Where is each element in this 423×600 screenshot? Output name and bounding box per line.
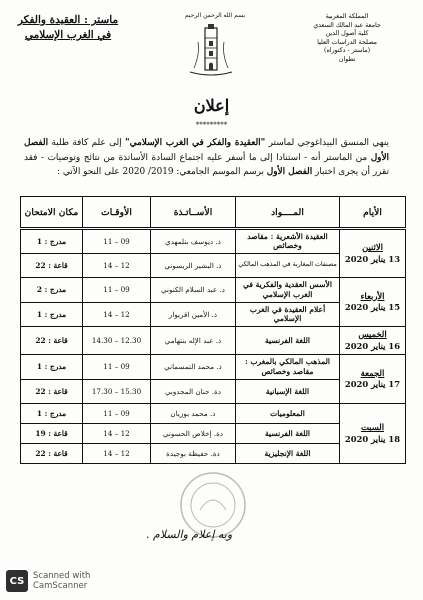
- column-header-days: الأيام: [340, 197, 406, 229]
- paragraph-text: برسم الموسم الجامعي: 2019/ 2020 على النحو الآتي :: [57, 167, 267, 178]
- time-cell: 14.30 – 12.30: [83, 327, 151, 355]
- time-cell: 14 – 12: [83, 253, 151, 278]
- table-row: [21, 404, 406, 424]
- subject-cell: العقيدة الأشعرية : مقاصد وخصائص: [236, 229, 340, 254]
- subject-cell: اللغة الفرنسية: [236, 327, 340, 355]
- time-cell: 11 – 09: [83, 229, 151, 254]
- table-header-row: [21, 197, 406, 229]
- day-cell: [340, 404, 406, 464]
- university-logo-icon: [186, 24, 236, 78]
- day-date: 16 يناير 2020: [344, 340, 401, 351]
- camscanner-text: [33, 571, 90, 592]
- day-cell: [340, 327, 406, 355]
- time-cell: 11 – 09: [83, 355, 151, 380]
- place-cell: قاعة : 22: [21, 253, 83, 278]
- place-cell: قاعة : 19: [21, 424, 83, 444]
- subject-cell: المذهب المالكي بالمغرب : مقاصد وخصائص: [236, 355, 340, 380]
- master-title: [12, 13, 124, 43]
- camscanner-watermark: [6, 570, 90, 592]
- announcement-title: إعلان: [193, 96, 230, 115]
- paragraph-text: ينهي المنسق البيداغوجي لماستر: [265, 138, 390, 148]
- subject-cell: المعلوميات: [236, 404, 340, 424]
- day-name: السبت: [360, 422, 385, 432]
- day-name: الأربعاء: [360, 290, 385, 301]
- header-line: المملكة المغربية: [325, 13, 369, 20]
- subject-cell: اللغة الإنجليزية: [236, 444, 340, 464]
- exam-schedule-table: [20, 196, 406, 464]
- place-cell: مدرج : 2: [21, 278, 83, 303]
- time-cell: 11 – 09: [83, 404, 151, 424]
- day-name: الاثنين: [362, 242, 383, 252]
- professor-cell: دة. حنان المجدوبي: [151, 379, 236, 404]
- day-cell: [340, 278, 406, 327]
- professor-cell: ذ. محمد بوزيان: [151, 404, 236, 424]
- subject-cell: الأسس العقدية والفكرية في الغرب الإسلامي: [236, 278, 340, 303]
- time-cell: 14 – 12: [83, 424, 151, 444]
- master-title-line: ماستر : العقيدة والفكر: [17, 14, 119, 26]
- day-date: 18 يناير 2020: [344, 433, 401, 444]
- semester-name: الفصل الأول: [24, 138, 389, 163]
- table-row: [21, 355, 406, 380]
- place-cell: مدرج : 1: [21, 404, 83, 424]
- closing-line: وبه إعلام والسلام .: [146, 528, 233, 541]
- professor-cell: دة. حفيظة بوجيدة: [151, 444, 236, 464]
- day-date: 17 يناير 2020: [344, 379, 401, 389]
- professor-cell: ذ. البشير الريسوني: [151, 253, 236, 278]
- header-line: (ماستر - دكتوراه): [323, 47, 371, 55]
- header-line: كلية أصول الدين: [325, 30, 369, 38]
- header-line: جامعة عبد المالك السعدي: [313, 21, 381, 29]
- time-cell: 17.30 – 15.30: [83, 379, 151, 404]
- table-row: [21, 278, 406, 303]
- place-cell: مدرج : 1: [21, 355, 83, 380]
- day-cell: [340, 355, 406, 404]
- institution-header: [297, 13, 397, 65]
- time-cell: 11 – 09: [83, 278, 151, 303]
- table-row: [21, 229, 406, 254]
- day-cell: [340, 229, 406, 278]
- subject-cell: اللغة الفرنسية: [236, 424, 340, 444]
- time-cell: 14 – 12: [83, 444, 151, 464]
- subject-cell: اللغة الإسبانية: [236, 379, 340, 404]
- column-header-subjects: المــــواد: [236, 197, 340, 229]
- paragraph-text: إلى علم كافة طلبة: [48, 138, 126, 148]
- place-cell: قاعة : 22: [21, 444, 83, 464]
- camscanner-line: Scanned with: [33, 570, 91, 581]
- subject-cell: أعلام العقيدة في الغرب الإسلامي: [236, 302, 340, 327]
- column-header-place: مكان الامتحان: [21, 197, 83, 229]
- subject-cell: مصنفات المغاربة في المذهب المالكي: [236, 253, 340, 278]
- table-row: [21, 327, 406, 355]
- column-header-professors: الأســاتـذة: [151, 197, 236, 229]
- time-cell: 14 – 12: [83, 302, 151, 327]
- announcement-paragraph: [24, 136, 389, 180]
- camscanner-line: CamScanner: [33, 581, 88, 591]
- day-date: 15 يناير 2020: [344, 302, 401, 312]
- header-line: مصلحة الدراسات العليا: [317, 38, 377, 46]
- divider-stars: *********: [195, 121, 228, 129]
- master-title-line: في الغرب الإسلامي: [24, 29, 112, 41]
- professor-cell: دة. إخلاص الحسوني: [151, 424, 236, 444]
- place-cell: مدرج : 1: [21, 229, 83, 254]
- professor-cell: ذ. ديوسف بنلمهدي: [151, 229, 236, 254]
- place-cell: قاعة : 22: [21, 327, 83, 355]
- basmala: بسم الله الرحمن الرحيم: [184, 12, 246, 19]
- professor-cell: ذ. عبد الإله بنتهامي: [151, 327, 236, 355]
- professor-cell: د. عبد السلام الكنوني: [151, 278, 236, 303]
- professor-cell: ذ. محمد التمسماني: [151, 355, 236, 380]
- master-name: "العقيدة والفكر في الغرب الإسلامي": [125, 138, 266, 148]
- header-line: تطوان: [338, 55, 356, 63]
- column-header-times: الأوقـات: [83, 197, 151, 229]
- day-date: 13 يناير 2020: [344, 253, 401, 264]
- semester-name: الفصل الأول: [266, 167, 313, 178]
- camscanner-logo-icon: CS: [6, 570, 28, 592]
- day-name: الخميس: [358, 329, 387, 339]
- professor-cell: ذ. الأمين اقريوار: [151, 302, 236, 327]
- day-name: الجمعة: [360, 367, 385, 378]
- place-cell: مدرج : 1: [21, 302, 83, 327]
- place-cell: قاعة : 22: [21, 379, 83, 404]
- paragraph-text: من الماستر أنه - استنادا إلى ما أسفر عليه اجتماع السادة الأساتذة من نتائج وتوصيات - فقد تقرر أن يجرى اختبار: [24, 152, 389, 178]
